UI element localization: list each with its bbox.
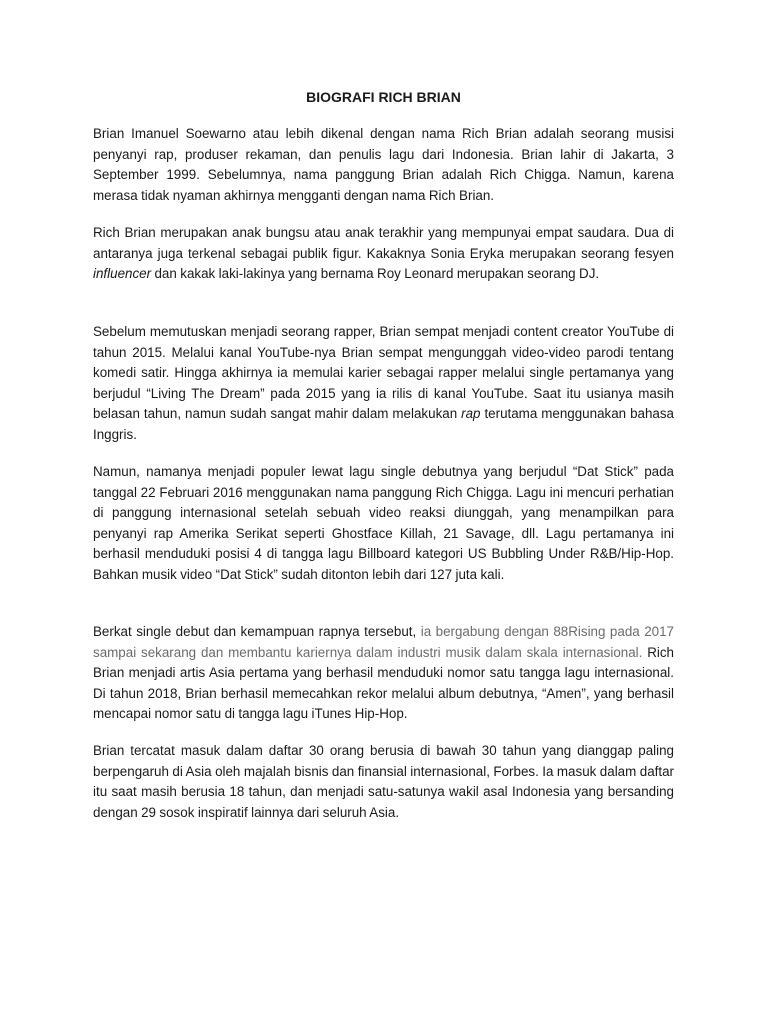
paragraph-3-italic: rap [461,406,481,421]
document-title: BIOGRAFI RICH BRIAN [306,89,461,105]
paragraph-4: Namun, namanya menjadi populer lewat lagu single debutnya yang berjudul “Dat Stick” pada tanggal 22 Februari 2016 menggunakan nama panggung Rich Chigga. Lagu ini mencuri perhatian di panggung internasional setelah sebuah video reaksi diunggah, yang menampilkan para penyanyi rap Amerika Serikat seperti Ghostface Killah, 21 Savage, dll. Lagu pertamanya ini berhasil menduduki posisi 4 di tangga lagu Billboard kategori US Bubbling Under R&B/Hip-Hop. Bahkan musik video “Dat Stick” sudah ditonton lebih dari 127 juta kali. [93,464,674,582]
paragraph-5 [93,622,674,725]
paragraph-1: Brian Imanuel Soewarno atau lebih dikenal dengan nama Rich Brian adalah seorang musisi penyanyi rap, produser rekaman, dan penulis lagu dari Indonesia. Brian lahir di Jakarta, 3 September 1999. Sebelumnya, nama panggung Brian adalah Rich Chigga. Namun, karena merasa tidak nyaman akhirnya mengganti dengan nama Rich Brian. [93,126,674,203]
paragraph-3-text-a: Sebelum memutuskan menjadi seorang rapper, Brian sempat menjadi content creator YouTube di tahun 2015. Melalui kanal YouTube-nya Brian sempat mengunggah video-video parodi tentang komedi satir. Hingga akhirnya ia memulai karier sebagai rapper melalui single pertamanya yang berjudul “Living The Dream” pada 2015 yang ia rilis di kanal YouTube. Saat itu usianya masih belasan tahun, namun sudah sangat mahir dalam melakukan [93,324,674,421]
paragraph-5-gray-highlight: ia bergabung dengan 88Rising pada 2017 sampai sekarang dan membantu kariernya dalam industri musik dalam skala internasional. [93,624,674,660]
paragraph-2 [93,223,674,285]
paragraph-2-text-b: dan kakak laki-lakinya yang bernama Roy Leonard merupakan seorang DJ. [151,266,600,281]
paragraph-3-text-b: terutama menggunakan bahasa Inggris. [93,406,674,442]
paragraph-2-text-a: Rich Brian merupakan anak bungsu atau anak terakhir yang mempunyai empat saudara. Dua di antaranya juga terkenal sebagai publik figur. Kakaknya Sonia Eryka merupakan seorang fesyen [93,225,674,261]
paragraph-5-text-b: Rich Brian menjadi artis Asia pertama yang berhasil menduduki nomor satu tangga lagu internasional. Di tahun 2018, Brian berhasil memecahkan rekor melalui album debutnya, “Amen”, yang berhasil mencapai nomor satu di tangga lagu iTunes Hip-Hop. [93,644,674,721]
paragraph-6: Brian tercatat masuk dalam daftar 30 orang berusia di bawah 30 tahun yang dianggap paling berpengaruh di Asia oleh majalah bisnis dan finansial internasional, Forbes. Ia masuk dalam daftar itu saat masih berusia 18 tahun, dan menjadi satu-satunya wakil asal Indonesia yang bersanding dengan 29 sosok inspiratif lainnya dari seluruh Asia. [93,743,674,820]
document-page [93,0,674,1024]
paragraph-3 [93,322,674,445]
paragraph-2-italic: influencer [93,266,152,281]
paragraph-5-text-a: Berkat single debut dan kemampuan rapnya tersebut, [93,624,421,639]
